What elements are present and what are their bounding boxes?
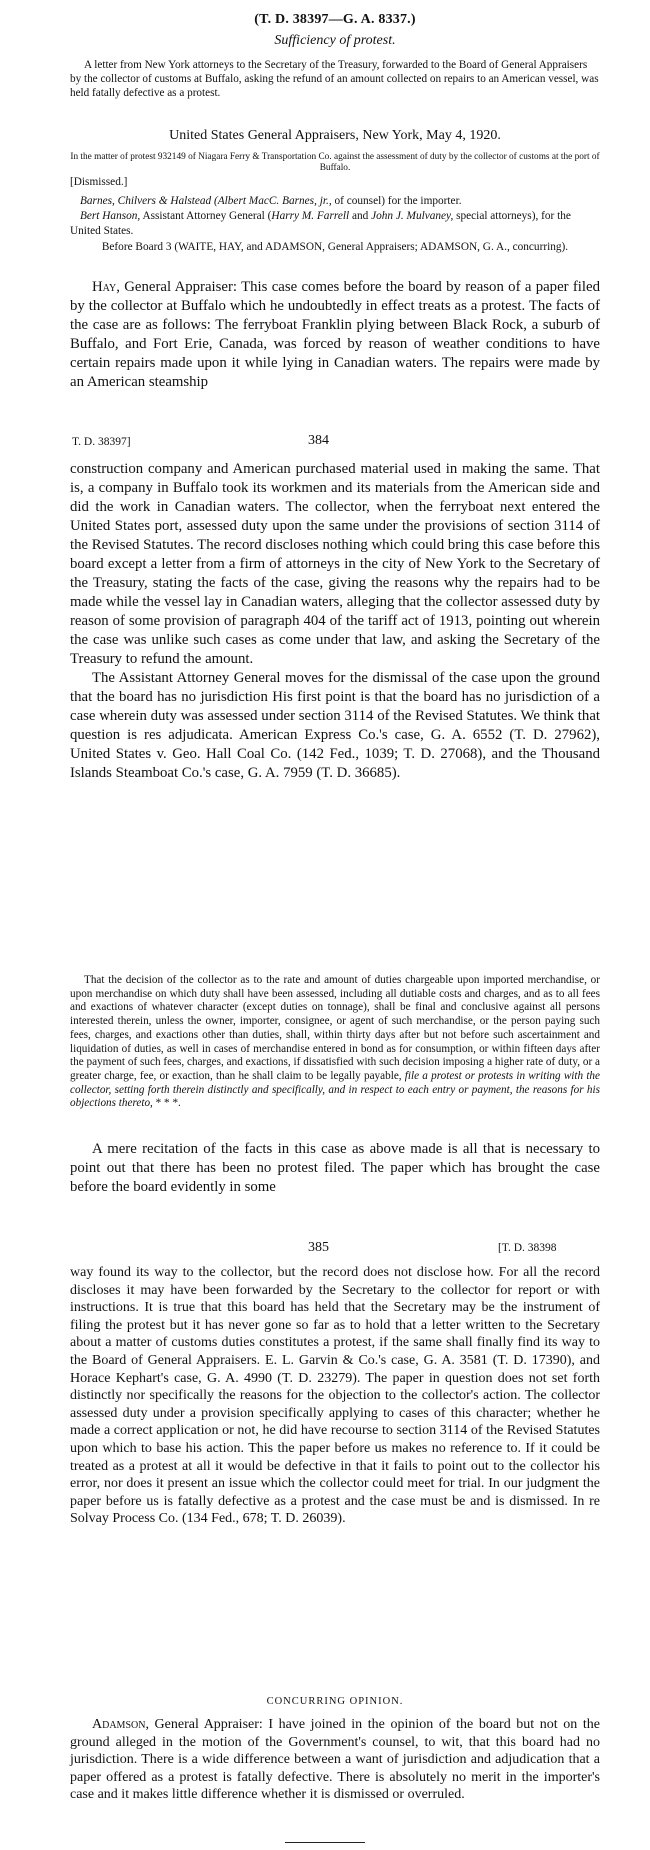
- statute-italic: file a protest or protests in writing with the collector, setting forth therein distinctly and specifically, and in respect to each entry or payment, the reasons for his objections thereto,: [70, 1069, 600, 1110]
- government-counsel-name-3: John J. Mulvaney,: [371, 210, 454, 222]
- importer-counsel-rest: of counsel) for the importer.: [331, 195, 462, 207]
- concurring-opinion-title: CONCURRING OPINION.: [266, 1696, 404, 1707]
- statute-end: * * *.: [152, 1097, 181, 1110]
- running-header-385: [T. D. 38398: [498, 1242, 557, 1254]
- counsel-block: [70, 194, 600, 239]
- paragraph-384-2: The Assistant Attorney General moves for the dismissal of the case upon the ground that the board has no jurisdiction His first point is that the board has no jurisdiction of a case wherein duty was assessed under section 3114 of the Revised Statutes. We think that question is res adjudicata. American Express Co.'s case, G. A. 6552 (T. D. 27962), United States v. Geo. Hall Coal Co. (142 Fed., 1039; T. D. 27068), and the Thousand Islands Steamboat Co.'s case, G. A. 7959 (T. D. 36685).: [70, 670, 600, 781]
- opinion-author: Hay: [92, 279, 117, 295]
- government-counsel-name-2: Harry M. Farrell: [271, 210, 350, 222]
- concurring-text: [70, 1716, 600, 1804]
- page-number-384: 384: [308, 433, 329, 448]
- statute-quote-text: [70, 974, 600, 1111]
- opinion-text-body: , General Appraiser: This case comes before the board by reason of a paper filed by the collector at Buffalo which he undoubtedly in effect treats as a protest. The facts of the case are as follows: The ferryboat Franklin plying between Black Rock, a suburb of Buffalo, and Fort Erie, Canada, was forced by reason of weather conditions to have certain repairs made upon it while lying in Canadian waters. The repairs were made by an American steamship: [70, 279, 600, 390]
- end-rule: [285, 1842, 365, 1843]
- running-header-384: T. D. 38397]: [72, 436, 131, 448]
- government-counsel-rest: special attorneys), for the United States.: [70, 210, 571, 237]
- government-counsel-title: Assistant Attorney General (: [140, 210, 272, 222]
- importer-counsel-names: Barnes, Chilvers & Halstead (Albert MacC. Barnes, jr.,: [80, 195, 332, 207]
- government-counsel: [70, 209, 600, 239]
- statute-quote: [70, 974, 600, 1111]
- concurring-body: , General Appraiser: I have joined in the opinion of the board but not on the ground alleged in the motion of the Government's counsel, to wit, that this board had no jurisdiction. There is a wide difference between a want of jurisdiction and adjudication that a paper offered as a protest is fatally defective. There is absolutely no merit in the importer's case and it makes little difference whether it is dismissed or overruled.: [70, 1717, 600, 1803]
- page-number-385: 385: [308, 1240, 329, 1255]
- opinion-paragraph-385: [70, 1264, 600, 1528]
- statute-plain: That the decision of the collector as to the rate and amount of duties chargeable upon imported merchandise, or upon merchandise on which duty shall have been assessed, including all dutiable costs and charges, and as to all fees and exactions of whatever character (except duties on tonnage), shall be final and conclusive against all persons interested therein, unless the owner, importer, consignee, or agent of such merchandise, or the person paying such fees, charges, and exactions other than duties, shall, within thirty days after but not before such ascertainment and liquidation of duties, as well in cases of merchandise entered in bond as for consumption, or within fifteen days after the payment of such fees, charges, and exactions, if dissatisfied with such decision imposing a higher rate of duty, or a greater charge, fee, or exaction, than he shall claim to be legally payable,: [70, 974, 600, 1082]
- decision-subtitle: Sufficiency of protest.: [274, 33, 396, 48]
- opinion-paragraph-1: [70, 278, 600, 392]
- syllabus-text: A letter from New York attorneys to the Secretary of the Treasury, forwarded to the Board of General Appraisers by the collector of customs at Buffalo, asking the refund of an amount collected on repairs to an American vessel, was held fatally defective as a protest.: [70, 59, 599, 99]
- concurring-opinion: [70, 1716, 600, 1804]
- opinion-paragraph-384-3: [70, 1140, 600, 1197]
- government-counsel-and: and: [349, 210, 372, 222]
- government-counsel-name: Bert Hanson,: [80, 210, 141, 222]
- decision-id: (T. D. 38397—G. A. 8337.): [254, 12, 416, 27]
- before-board: Before Board 3 (WAITE, HAY, and ADAMSON, General Appraisers; ADAMSON, G. A., concurring).: [101, 241, 569, 253]
- opinion-text: [70, 278, 600, 392]
- paragraph-384-1: construction company and American purchased material used in making the same. That is, a company in Buffalo took its workmen and its materials from the American side and did the work in Canadian waters. The collector, when the ferryboat next entered the United States port, assessed duty upon the same under the provisions of section 3114 of the Revised Statutes. The record discloses nothing which could bring this case before this board except a letter from a firm of attorneys in the city of New York to the Secretary of the Treasury, stating the facts of the case, giving the reasons why the repairs had to be made while the vessel lay in Canadian waters, alleging that the collector assessed duty by reason of some provision of paragraph 404 of the tariff act of 1913, pointing out wherein the case was unlike such cases as come under that law, and asking the Secretary of the Treasury to refund the amount.: [70, 461, 600, 667]
- paragraph-385-1: way found its way to the collector, but the record does not disclose how. For all the record discloses it may have been forwarded by the Secretary to the collector for report or with instructions. It is true that this board has held that the Secretary may be the instrument of filing the protest but it has never gone so far as to hold that a letter written to the Secretary about a matter of customs duties constitutes a protest, if the same shall finally find its way to the Board of General Appraisers. E. L. Garvin & Co.'s case, G. A. 3581 (T. D. 17390), and Horace Kephart's case, G. A. 4990 (T. D. 23279). The paper in question does not set forth distinctly nor specifically the reasons for the objection to the collector's action. The collector assessed duty under a provision specifically applying to cases of this character; whether he made a correct application or not, he did have recourse to section 3114 of the Revised Statutes upon which to base his action. This the paper before us makes no reference to. If it could be treated as a protest at all it would be defective in that it fails to point out to the collector his error, nor does it present an issue which the collector could meet for trial. In our judgment the paper before us is fatally defective as a protest and the case must be and is dismissed. In re Solvay Process Co. (134 Fed., 678; T. D. 26039).: [70, 1265, 600, 1527]
- opinion-paragraphs-384: [70, 460, 600, 783]
- concurring-author: Adamson: [92, 1717, 146, 1732]
- dismissed-note: [Dismissed.]: [70, 176, 128, 188]
- paragraph-384-3: A mere recitation of the facts in this case as above made is all that is necessary to point out that there has been no protest filed. The paper which has brought the case before the board evidently in some: [70, 1141, 600, 1195]
- importer-counsel: [70, 194, 600, 209]
- dateline: United States General Appraisers, New York, May 4, 1920.: [169, 128, 501, 143]
- matter-line: In the matter of protest 932149 of Niagara Ferry & Transportation Co. against the assessment of duty by the collector of customs at the port of Buffalo.: [70, 152, 600, 173]
- syllabus: [70, 58, 600, 100]
